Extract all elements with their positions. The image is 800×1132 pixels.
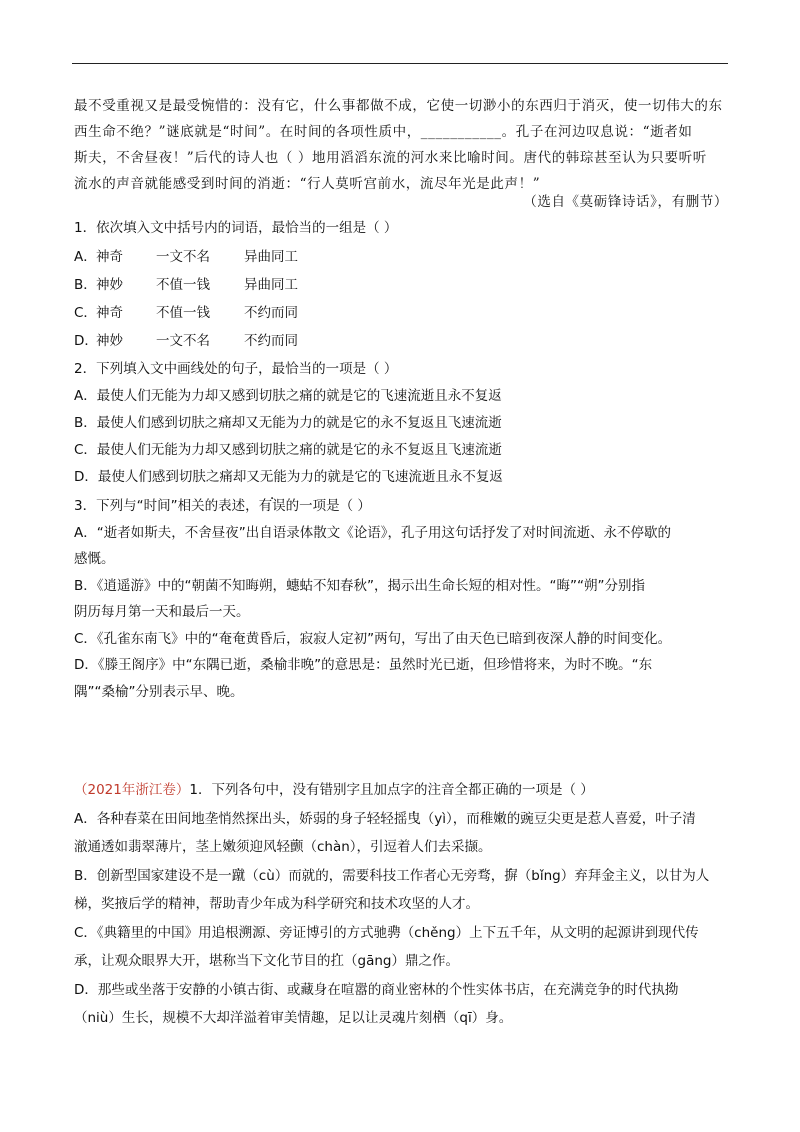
passage-line: 最不受重视又是最受惋惜的：没有它，什么事都做不成，它使一切渺小的东西归于消灭，使一切伟大的东 (74, 98, 723, 114)
option-a: A． 神奇 一文不名 异曲同工 (74, 249, 298, 265)
question-stem: （2021年浙江卷）1．下列各句中，没有错别字且加点字的注音全都正确的一项是（ ） (74, 782, 594, 798)
option-b-cont: 梯，奖掖后学的精神，帮助青少年成为科学研究和技术攻坚的人才。 (74, 896, 479, 912)
reading-passage (74, 93, 728, 197)
option-b: B． 神妙 不值一钱 异曲同工 (74, 277, 298, 293)
question-2 (74, 356, 734, 491)
option-d: D．那些或坐落于安静的小镇古街、或藏身在喧嚣的商业密林的个性实体书店，在充满竞争的时代执拗 (74, 981, 679, 998)
option-a-cont: 感慨。 (74, 551, 115, 567)
option-d: D． 神妙 一文不名 不约而同 (74, 333, 298, 349)
dotted-char: 摒 (504, 867, 518, 884)
option-d: D．《滕王阁序》中“东隅已逝，桑榆非晚”的意思是：虽然时光已逝，但珍惜将来，为时不晚。“东 (74, 657, 653, 673)
option-b: B．《逍遥游》中的“朝菌不知晦朔，蟪蛄不知春秋”，揭示出生命长短的相对性。“晦”“朔”分别指 (74, 577, 645, 594)
dotted-char: 颤 (290, 839, 304, 855)
dotted-char: 扛 (330, 953, 344, 969)
option-b-cont: 阴历每月第一天和最后一天。 (74, 604, 250, 620)
passage-line: 流水的声音就能感受到时间的消逝：“行人莫听宫前水，流尽年光是此声！” (74, 176, 541, 192)
dotted-char: 骋 (387, 924, 401, 941)
passage-source: （选自《莫砺锋诗话》，有删节） (523, 194, 728, 210)
dotted-char: 蹴 (231, 867, 246, 884)
option-b: B．创新型国家建设不是一蹴（cù）而就的，需要科技工作者心无旁骛，摒（bǐng）弃拜金主义，以甘为人 (74, 867, 710, 884)
passage-line: 西生命不绝？”谜底就是“时间”。在时间的各项性质中，___________。孔子在河边叹息说：“逝者如 (74, 124, 693, 140)
option-a-cont: 澈通透如翡翠薄片，茎上嫩须迎风轻颤（chàn），引逗着人们去采撷。 (74, 839, 492, 855)
option-d: D．最使人们感到切肤之痛却又无能为力的就是它的飞速流逝且永不复返 (74, 469, 503, 485)
question-stem: 2．下列填入文中画线处的句子，最恰当的一项是（ ） (74, 361, 398, 377)
question-stem: 1．依次填入文中括号内的词语，最恰当的一组是（ ） (74, 220, 398, 236)
option-c-cont: 承，让观众眼界大开，堪称当下文化节目的扛（gāng）鼎之作。 (74, 953, 459, 969)
option-c: C．《孔雀东南飞》中的“奄奄黄昏后，寂寂人定初”两句，写出了由天色已暗到夜深人静的时间变化。 (74, 630, 672, 647)
option-a: A．“逝者如斯夫，不舍昼夜”出自语录体散文《论语》，孔子用这句话抒发了对时间流逝、永不停歇的 (74, 524, 671, 541)
option-d-cont: 隅”“桑榆”分别表示早、晚。 (74, 683, 244, 700)
emphasis-dotted-text: 有误 (258, 498, 286, 514)
header-rule (72, 63, 728, 64)
question-stem: 3．下列与“时间”相关的表述，有误的一项是（ ） (74, 498, 371, 514)
dotted-char: 拗 (664, 981, 679, 998)
option-a: A．最使人们无能为力却又感到切肤之痛的就是它的飞速流逝且永不复返 (74, 388, 502, 404)
option-b: B．最使人们感到切肤之痛却又无能为力的就是它的永不复返且飞速流逝 (74, 415, 502, 431)
option-a: A．各种春菜在田间地垄悄然探出头，娇弱的身子轻轻摇曳（yì），而稚嫩的豌豆尖更是惹人喜爱，叶子清 (74, 810, 696, 827)
exam-source-tag: （2021年浙江卷） (74, 782, 190, 798)
option-c: C．《典籍里的中国》用追根溯源、旁证博引的方式驰骋（chěng）上下五千年，从文明的起源讲到现代传 (74, 924, 699, 941)
option-d-cont: （niù）生长，规模不大却洋溢着审美情趣，足以让灵魂片刻栖（qī）身。 (74, 1010, 513, 1026)
option-c: C． 神奇 不值一钱 不约而同 (74, 305, 298, 321)
passage-line: 斯夫，不舍昼夜！”后代的诗人也（ ）地用滔滔东流的河水来比喻时间。唐代的韩琮甚至认为只要听听 (74, 150, 707, 166)
question-3 (74, 493, 734, 705)
option-c: C．最使人们无能为力却又感到切肤之痛的就是它的永不复返且飞速流逝 (74, 442, 502, 458)
question-2021-zhejiang (74, 776, 734, 1033)
question-1 (74, 216, 734, 357)
dotted-char: 曳 (407, 810, 421, 827)
dotted-char: 栖 (432, 1010, 446, 1026)
